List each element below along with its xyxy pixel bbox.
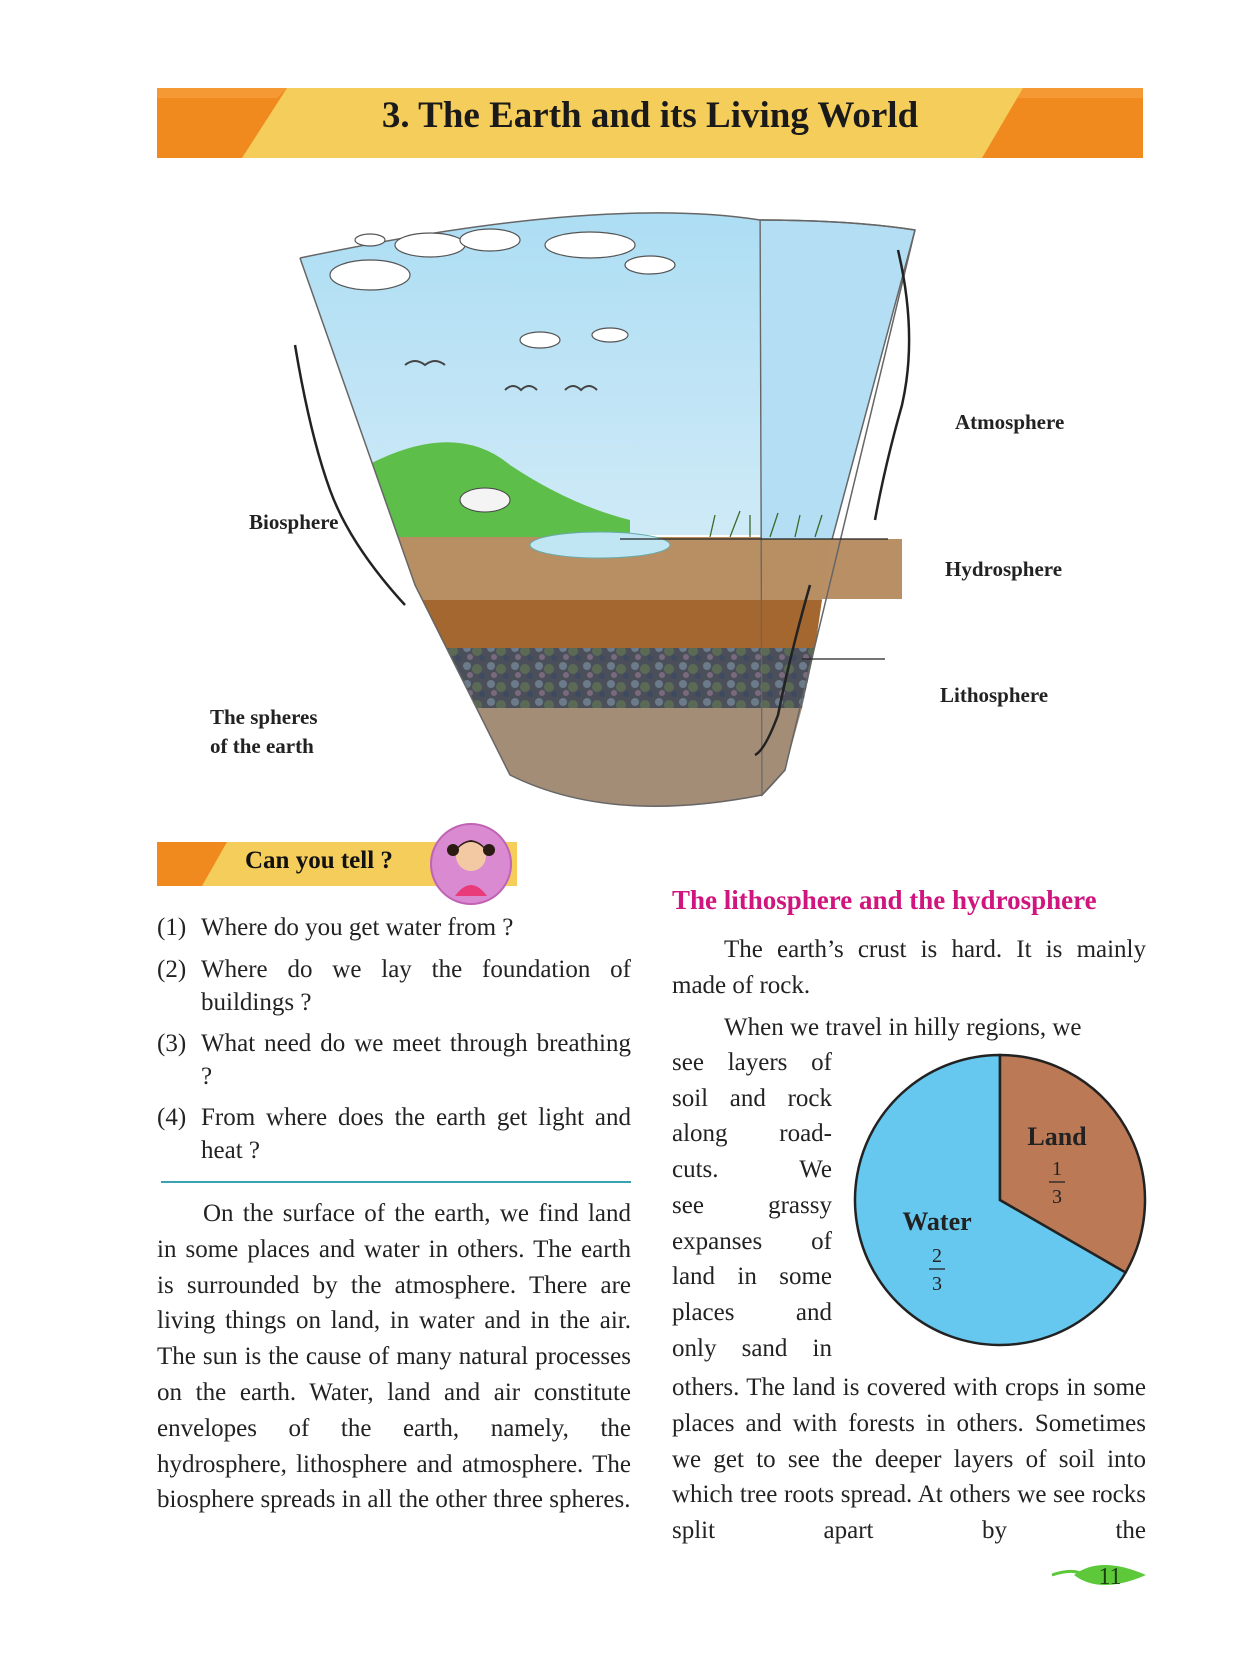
can-you-tell-heading: Can you tell ? bbox=[245, 847, 393, 874]
question-item bbox=[157, 953, 631, 1019]
lithosphere-label: Lithosphere bbox=[940, 683, 1049, 707]
question-text: Where do you get water from ? bbox=[201, 914, 514, 941]
caption-line-1: The spheres bbox=[210, 705, 318, 729]
narrow-line: expanses of bbox=[672, 1228, 832, 1255]
section-divider bbox=[161, 1181, 631, 1183]
question-text: What need do we meet through breathing ? bbox=[201, 1030, 631, 1090]
diagram-caption bbox=[210, 703, 318, 761]
narrow-line: cuts. We bbox=[672, 1156, 832, 1183]
question-text: From where does the earth get light and heat ? bbox=[201, 1104, 631, 1164]
left-body-paragraph: On the surface of the earth, we find land in some places and water in others. The earth is surrounded by the atmosphere. There are living things on land, in water and in the air. The sun is the cause of many natural processes on the earth. Water, land and air constitute envelopes of the earth, namely, the hydrosphere, lithosphere and atmosphere. The biosphere spreads in all the other three spheres. bbox=[157, 1200, 631, 1514]
pie-label-land: Land bbox=[1027, 1122, 1087, 1151]
right-paragraph-2-intro: When we travel in hilly regions, we bbox=[724, 1014, 1082, 1041]
narrow-line: see layers of bbox=[672, 1049, 832, 1076]
right-paragraph-1: The earth’s crust is hard. It is mainly made of rock. bbox=[672, 936, 1146, 999]
pie-label-water: Water bbox=[902, 1207, 972, 1236]
narrow-line: soil and rock bbox=[672, 1085, 832, 1112]
page-number: 11 bbox=[1098, 1564, 1122, 1590]
question-number: (3) bbox=[157, 1030, 187, 1057]
hydrosphere-label: Hydrosphere bbox=[945, 557, 1063, 581]
pie-water-denominator: 3 bbox=[932, 1273, 942, 1295]
narrow-line: places and bbox=[672, 1299, 832, 1326]
narrow-line: along road- bbox=[672, 1120, 832, 1147]
question-item bbox=[157, 911, 631, 944]
narrow-line: see grassy bbox=[672, 1192, 832, 1219]
question-text: Where do we lay the foundation of buildings ? bbox=[201, 956, 631, 1016]
section-heading: The lithosphere and the hydrosphere bbox=[672, 885, 1097, 915]
pie-land-numerator: 1 bbox=[1052, 1158, 1062, 1180]
page-number-leaf-icon bbox=[1050, 1555, 1148, 1595]
pie-land-denominator: 3 bbox=[1052, 1186, 1062, 1208]
right-paragraph-2-rest: others. The land is covered with crops in some places and with forests in others. Sometimes we get to see the deeper layers of soil into which tree roots spread. At others we see rocks split apart by the bbox=[672, 1374, 1146, 1545]
pie-water-numerator: 2 bbox=[932, 1245, 942, 1267]
question-item bbox=[157, 1101, 631, 1167]
narrow-line: land in some bbox=[672, 1263, 832, 1290]
question-item bbox=[157, 1027, 631, 1093]
question-number: (4) bbox=[157, 1104, 187, 1131]
girl-mascot-icon bbox=[425, 818, 517, 910]
question-number: (2) bbox=[157, 956, 187, 983]
caption-line-2: of the earth bbox=[210, 734, 314, 758]
narrow-line: only sand in bbox=[672, 1335, 832, 1362]
chapter-title: 3. The Earth and its Living World bbox=[381, 95, 919, 136]
question-number: (1) bbox=[157, 914, 187, 941]
atmosphere-label: Atmosphere bbox=[955, 410, 1065, 434]
biosphere-label: Biosphere bbox=[249, 510, 339, 534]
land-water-pie-chart bbox=[845, 1040, 1155, 1360]
